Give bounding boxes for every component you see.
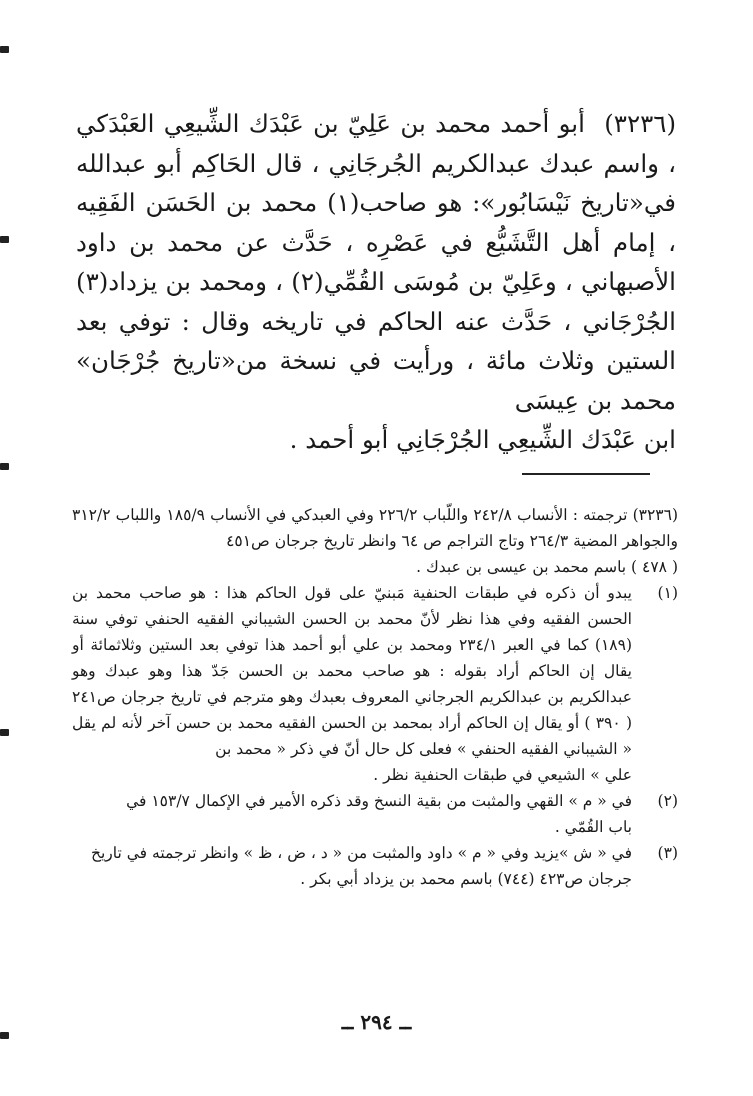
entry-body xyxy=(76,104,676,420)
footnote-text xyxy=(72,580,632,788)
footnote-1 xyxy=(72,580,678,788)
footnote-body: في « م » القهي والمثبت من بقية النسخ وقد ذكره الأمير في الإكمال ١٥٣/٧ في xyxy=(126,792,632,810)
footnotes-section xyxy=(72,502,678,892)
footnote-number: (٣) xyxy=(657,844,678,862)
biography-entry xyxy=(76,104,676,460)
entry-number: (٣٢٣٦) xyxy=(604,109,676,138)
footnote-number: (٢) xyxy=(657,792,678,810)
footnote-number: (١) xyxy=(657,584,678,602)
footnote-last-line: جرجان ص٤٢٣ (٧٤٤) باسم محمد بن يزداد أبي بكر . xyxy=(300,870,632,888)
entry-sources-note: (٣٢٣٦) ترجمته : الأنساب ٢٤٢/٨ واللّباب ٢٢٦/٢ وفي العبدكي في الأنساب ١٨٥/٩ واللباب ٣١٢/٢ والجواهر المضية ٢٦٤/٣ وتاج التراجم ص ٦٤ وانظر تاريخ جرجان ص٤٥١ xyxy=(72,506,678,550)
edge-mark xyxy=(0,463,9,470)
entry-text: أبو أحمد محمد بن عَلِيّ بن عَبْدَك الشِّيعِي العَبْدَكي ، واسم عبدك عبدالكريم الجُرجَانِي ، قال الحَاكِم أبو عبدالله في«تاريخ نَيْسَابُور»: هو صاحب(١) محمد بن الحَسَن الفَقِيه ، إمام أهل التَّشَيُّع في عَصْرِه ، حَدَّث عن محمد بن داود الأصبهاني ، وعَلِيّ بن مُوسَى القُمِّي(٢) ، ومحمد بن يزداد(٣) الجُرْجَاني ، حَدَّث عنه الحاكم في تاريخه وقال : توفي بعد الستين وثلاث مائة ، ورأيت في نسخة من«تاريخ جُرْجَان» محمد بن عِيسَى xyxy=(76,109,676,415)
page-number: ــ ٢٩٤ ــ xyxy=(341,1010,412,1034)
edge-mark xyxy=(0,46,9,53)
footnote-body: يبدو أن ذكره في طبقات الحنفية مَبنيّ على قول الحاكم هذا : هو صاحب محمد بن الحسن الفقيه وفي هذا نظر لأنّ محمد بن الحسن الشيباني الفقيه الحنفي توفي سنة (١٨٩) كما في العبر ٢٣٤/١ ومحمد بن علي أبو أحمد هذا توفي بعد الستين وثلاثمائة أو يقال إن الحاكم أراد بقوله : هو صاحب محمد بن الحسن جَدّ هذا وهو عبدك وهو عبدالكريم بن عبدالكريم الجرجاني المعروف بعبدك وهو مترجم في تاريخ جرجان ص٢٤١ ( ٣٩٠ ) أو يقال إن الحاكم أراد بمحمد بن الحسن الفقيه محمد بن حسن آخر لأنه لم يقل « الشيباني الفقيه الحنفي » فعلى كل حال أنّ في ذكر « محمد بن xyxy=(72,584,632,758)
entry-sources-note-last-line: ( ٤٧٨ ) باسم محمد بن عيسى بن عبدك . xyxy=(416,558,678,576)
footnote-last-line: علي » الشيعي في طبقات الحنفية نظر . xyxy=(373,766,632,784)
footnote-last-line: باب القُمّي . xyxy=(554,818,632,836)
footnote-text xyxy=(72,840,632,892)
edge-mark xyxy=(0,236,9,243)
edge-mark xyxy=(0,729,9,736)
footnote-2 xyxy=(72,788,678,840)
footnote-body: في « ش »يزيد وفي « م » داود والمثبت من « د ، ض ، ظ » وانظر ترجمته في تاريخ xyxy=(90,844,632,862)
footnote-separator xyxy=(522,473,650,475)
footnote-text xyxy=(72,788,632,840)
entry-last-line: ابن عَبْدَك الشِّيعِي الجُرْجَانِي أبو أحمد . xyxy=(289,425,676,454)
footnote-3 xyxy=(72,840,678,892)
